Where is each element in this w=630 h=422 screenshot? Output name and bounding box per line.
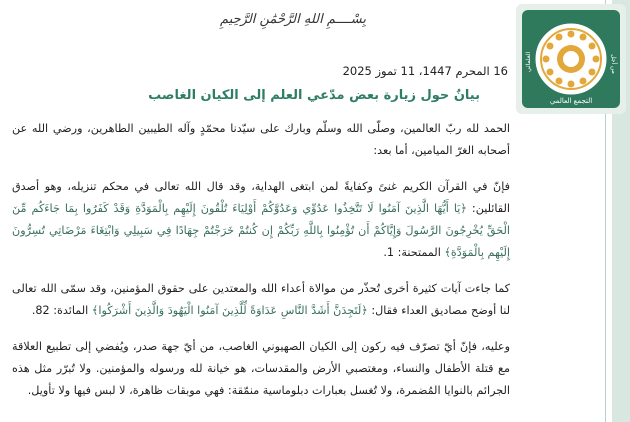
quran-verse-mumtahana: ﴿يَا أَيُّهَا الَّذِينَ آمَنُوا لَا تَتَّخِذُوا عَدُوِّي وَعَدُوَّكُمْ أَوْلِيَاءَ تُلْقُونَ إِلَيْهِم بِالْمَوَدَّةِ وَقَدْ كَفَرُوا بِمَا جَاءَكُم مِّنَ الْحَقِّ يُخْرِجُونَ الرَّسُولَ وَإِيَّاكُمْ أَن تُؤْمِنُوا بِاللَّهِ رَبِّكُمْ إِن كُنتُمْ خَرَجْتُمْ جِهَادًا فِي سَبِيلِي وَابْتِغَاءَ مَرْضَاتِي تُسِرُّونَ إِلَيْهِم بِالْمَوَدَّةِ﴾	[12, 202, 510, 259]
logo-emblem-icon	[516, 4, 626, 114]
paragraph-opening: الحمد لله ربّ العالمين، وصلّى الله وسلّم وبارك على سيّدنا محمّدٍ وآله الطيبين الطاهرين، ورضي الله عن أصحابه الغرّ الميامين، أما بعد:	[12, 122, 510, 157]
logo-ring-text-right: من أجل	[610, 54, 617, 74]
logo-ring-text-left: العلمائي	[525, 51, 532, 73]
verse-reference-2: المائدة: 82.	[31, 304, 89, 317]
paragraph-2-intro: فإنّ في القرآن الكريم غنىً وكفايةً لمن ابتغى الهداية، وقد قال الله تعالى في محكم تنزيله، وهو أصدق القائلين:	[12, 180, 510, 215]
statement-title: بيانٌ حول زيارة بعض مدّعي العلم إلى الكيان الغاصب	[148, 88, 480, 103]
paragraph-verse-1	[12, 176, 510, 264]
quran-verse-maida: ﴿لَتَجِدَنَّ أَشَدَّ النَّاسِ عَدَاوَةً لِّلَّذِينَ آمَنُوا الْيَهُودَ وَالَّذِينَ أَشْرَكُوا﴾	[91, 304, 368, 317]
paragraph-verse-2	[12, 278, 510, 322]
basmala-heading: بِسْــــمِ اللهِ الرَّحْمَٰنِ الرَّحِيمِ	[220, 12, 366, 27]
statement-body	[12, 118, 510, 416]
organization-logo	[516, 4, 626, 114]
paragraph-conclusion: وعليه، فإنّ أيّ تصرّف فيه ركون إلى الكيان الصهيوني الغاصب، من أيّ جهة صدر، ويُفضي إلى تطبيع العلاقة مع قتلة الأطفال والنساء، ومغتصبي الأرض والمقدسات، هو خيانة لله ورسوله والمؤمنين. ولا تُبرّر مثل هذه الجرائم بالنوايا المُضمرة، ولا تُغسل بعبارات دبلوماسية منمّقة: فهي موبقات ظاهرة، لا لبس فيها ولا تأويل.	[12, 340, 510, 397]
statement-date: 16 المحرم 1447، 11 تموز 2025	[342, 64, 508, 78]
paragraph-3-intro: كما جاءت آيات كثيرة أخرى تُحذّر من موالاة أعداء الله والمعتدين على حقوق المؤمنين، وقد سمّى الله تعالى لنا أوضح مصاديق العداء فقال:	[12, 282, 510, 317]
logo-ring-text-bottom: التجمع العالمي	[549, 97, 593, 105]
verse-reference-1: الممتحنة: 1.	[383, 246, 441, 259]
